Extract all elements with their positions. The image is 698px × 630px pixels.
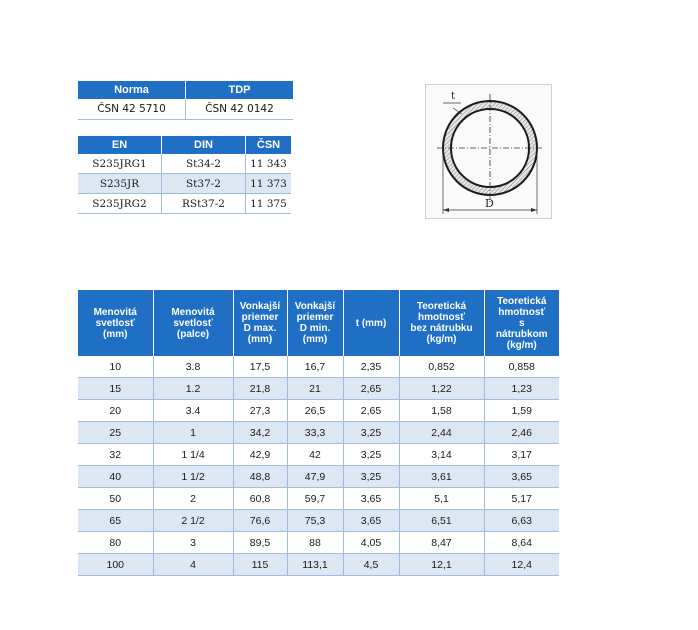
od-max-cell: 34,2 bbox=[233, 422, 287, 444]
weight-plain-cell: 8,47 bbox=[399, 532, 484, 554]
nominal-mm-cell: 40 bbox=[78, 466, 153, 488]
header-od-min bbox=[287, 290, 343, 356]
header-line: hmotnosť bbox=[498, 306, 546, 318]
material-row bbox=[78, 174, 291, 194]
od-max-cell: 89,5 bbox=[233, 532, 287, 554]
od-min-cell: 26,5 bbox=[287, 400, 343, 422]
nominal-inch-cell: 3.4 bbox=[153, 400, 233, 422]
din-value: St37-2 bbox=[162, 174, 246, 194]
header-weight-plain bbox=[399, 290, 484, 356]
od-min-cell: 113,1 bbox=[287, 554, 343, 576]
table-row bbox=[78, 510, 559, 532]
nominal-inch-cell: 1 1/2 bbox=[153, 466, 233, 488]
header-line: hmotnosť bbox=[417, 312, 465, 323]
table-row bbox=[78, 378, 559, 400]
norma-table bbox=[78, 81, 293, 120]
header-line: priemer bbox=[241, 312, 279, 323]
weight-plain-cell: 2,44 bbox=[399, 422, 484, 444]
wall-thickness-cell: 4,05 bbox=[343, 532, 399, 554]
nominal-inch-cell: 3 bbox=[153, 532, 233, 554]
weight-socket-cell: 1,59 bbox=[484, 400, 559, 422]
en-value: S235JR bbox=[78, 174, 162, 194]
od-max-cell: 48,8 bbox=[233, 466, 287, 488]
wall-thickness-cell: 3,65 bbox=[343, 488, 399, 510]
nominal-mm-cell: 100 bbox=[78, 554, 153, 576]
nominal-inch-cell: 1 1/4 bbox=[153, 444, 233, 466]
header-line: D max. bbox=[243, 323, 277, 334]
header-din: DIN bbox=[162, 136, 246, 154]
weight-socket-cell: 3,65 bbox=[484, 466, 559, 488]
norma-header-row bbox=[78, 81, 293, 99]
weight-plain-cell: 12,1 bbox=[399, 554, 484, 576]
header-nominal-mm bbox=[78, 290, 153, 356]
en-value: S235JRG2 bbox=[78, 194, 162, 214]
material-header-row bbox=[78, 136, 291, 154]
weight-socket-cell: 1,23 bbox=[484, 378, 559, 400]
weight-socket-cell: 2,46 bbox=[484, 422, 559, 444]
weight-socket-cell: 12,4 bbox=[484, 554, 559, 576]
weight-plain-cell: 0,852 bbox=[399, 356, 484, 378]
od-max-cell: 17,5 bbox=[233, 356, 287, 378]
header-line: priemer bbox=[296, 312, 334, 323]
pipe-dimensions-table bbox=[78, 290, 559, 576]
nominal-inch-cell: 2 bbox=[153, 488, 233, 510]
csn-value: 11 375 bbox=[246, 194, 292, 214]
header-tdp: TDP bbox=[186, 81, 294, 99]
norma-value: ČSN 42 5710 bbox=[78, 99, 186, 120]
dimensions-header-row bbox=[78, 290, 559, 356]
wall-thickness-cell: 3,25 bbox=[343, 422, 399, 444]
material-table bbox=[78, 136, 291, 214]
table-row bbox=[78, 444, 559, 466]
table-row bbox=[78, 488, 559, 510]
weight-socket-cell: 5,17 bbox=[484, 488, 559, 510]
weight-socket-cell: 8,64 bbox=[484, 532, 559, 554]
weight-plain-cell: 3,14 bbox=[399, 444, 484, 466]
header-weight-socket bbox=[484, 290, 559, 356]
material-body bbox=[78, 154, 291, 214]
header-line: nátrubkom bbox=[495, 328, 548, 340]
od-min-cell: 42 bbox=[287, 444, 343, 466]
wall-thickness-cell: 3,25 bbox=[343, 466, 399, 488]
table-row bbox=[78, 554, 559, 576]
header-line: (mm) bbox=[302, 334, 328, 345]
od-max-cell: 115 bbox=[233, 554, 287, 576]
nominal-mm-cell: 25 bbox=[78, 422, 153, 444]
nominal-mm-cell: 20 bbox=[78, 400, 153, 422]
header-line: (palce) bbox=[176, 328, 210, 340]
header-line: Vonkajší bbox=[294, 301, 336, 312]
wall-thickness-cell: 2,65 bbox=[343, 400, 399, 422]
nominal-inch-cell: 1 bbox=[153, 422, 233, 444]
nominal-inch-cell: 3.8 bbox=[153, 356, 233, 378]
header-norma: Norma bbox=[78, 81, 186, 99]
material-row bbox=[78, 154, 291, 174]
material-row bbox=[78, 194, 291, 214]
header-line: Menovitá bbox=[171, 306, 215, 318]
header-od-max bbox=[233, 290, 287, 356]
nominal-mm-cell: 65 bbox=[78, 510, 153, 532]
csn-value: 11 373 bbox=[246, 174, 292, 194]
nominal-mm-cell: 15 bbox=[78, 378, 153, 400]
header-line: Teoretická bbox=[416, 301, 467, 312]
od-min-cell: 75,3 bbox=[287, 510, 343, 532]
od-max-cell: 21,8 bbox=[233, 378, 287, 400]
table-row bbox=[78, 532, 559, 554]
en-value: S235JRG1 bbox=[78, 154, 162, 174]
din-value: St34-2 bbox=[162, 154, 246, 174]
wall-thickness-cell: 3,65 bbox=[343, 510, 399, 532]
weight-plain-cell: 6,51 bbox=[399, 510, 484, 532]
wall-thickness-cell: 2,65 bbox=[343, 378, 399, 400]
table-row bbox=[78, 400, 559, 422]
header-line: t (mm) bbox=[355, 317, 387, 329]
header-line: (kg/m) bbox=[426, 334, 457, 345]
weight-plain-cell: 1,58 bbox=[399, 400, 484, 422]
weight-socket-cell: 3,17 bbox=[484, 444, 559, 466]
header-line: (kg/m) bbox=[506, 339, 537, 351]
header-line: (mm) bbox=[247, 334, 273, 345]
od-min-cell: 33,3 bbox=[287, 422, 343, 444]
wall-thickness-cell: 3,25 bbox=[343, 444, 399, 466]
od-min-cell: 21 bbox=[287, 378, 343, 400]
header-en: EN bbox=[78, 136, 162, 154]
od-max-cell: 42,9 bbox=[233, 444, 287, 466]
header-line: svetlosť bbox=[95, 317, 135, 329]
wall-thickness-cell: 4,5 bbox=[343, 554, 399, 576]
dimensions-body bbox=[78, 356, 559, 576]
nominal-inch-cell: 2 1/2 bbox=[153, 510, 233, 532]
weight-plain-cell: 5,1 bbox=[399, 488, 484, 510]
od-min-cell: 47,9 bbox=[287, 466, 343, 488]
nominal-inch-cell: 1.2 bbox=[153, 378, 233, 400]
od-min-cell: 59,7 bbox=[287, 488, 343, 510]
header-line: s bbox=[518, 317, 525, 329]
pipe-cross-section-diagram bbox=[425, 84, 552, 219]
csn-value: 11 343 bbox=[246, 154, 292, 174]
weight-socket-cell: 0,858 bbox=[484, 356, 559, 378]
tdp-value: ČSN 42 0142 bbox=[186, 99, 294, 120]
nominal-mm-cell: 80 bbox=[78, 532, 153, 554]
od-max-cell: 76,6 bbox=[233, 510, 287, 532]
header-csn: ČSN bbox=[246, 136, 292, 154]
od-min-cell: 88 bbox=[287, 532, 343, 554]
nominal-inch-cell: 4 bbox=[153, 554, 233, 576]
od-max-cell: 60,8 bbox=[233, 488, 287, 510]
od-min-cell: 16,7 bbox=[287, 356, 343, 378]
header-nominal-inch bbox=[153, 290, 233, 356]
weight-plain-cell: 3,61 bbox=[399, 466, 484, 488]
table-row bbox=[78, 466, 559, 488]
nominal-mm-cell: 10 bbox=[78, 356, 153, 378]
header-line: bez nátrubku bbox=[410, 323, 473, 334]
nominal-mm-cell: 32 bbox=[78, 444, 153, 466]
header-line: D min. bbox=[299, 323, 331, 334]
nominal-mm-cell: 50 bbox=[78, 488, 153, 510]
od-max-cell: 27,3 bbox=[233, 400, 287, 422]
norma-row bbox=[78, 99, 293, 120]
din-value: RSt37-2 bbox=[162, 194, 246, 214]
t-label: t bbox=[451, 91, 456, 102]
header-wall-thickness bbox=[343, 290, 399, 356]
header-line: svetlosť bbox=[173, 317, 213, 329]
header-line: (mm) bbox=[103, 328, 128, 340]
weight-socket-cell: 6,63 bbox=[484, 510, 559, 532]
table-row bbox=[78, 422, 559, 444]
header-line: Menovitá bbox=[93, 306, 137, 318]
wall-thickness-cell: 2,35 bbox=[343, 356, 399, 378]
header-line: Teoretická bbox=[497, 295, 547, 307]
table-row bbox=[78, 356, 559, 378]
d-label: D bbox=[485, 197, 494, 210]
header-line: Vonkajší bbox=[239, 301, 281, 312]
weight-plain-cell: 1,22 bbox=[399, 378, 484, 400]
